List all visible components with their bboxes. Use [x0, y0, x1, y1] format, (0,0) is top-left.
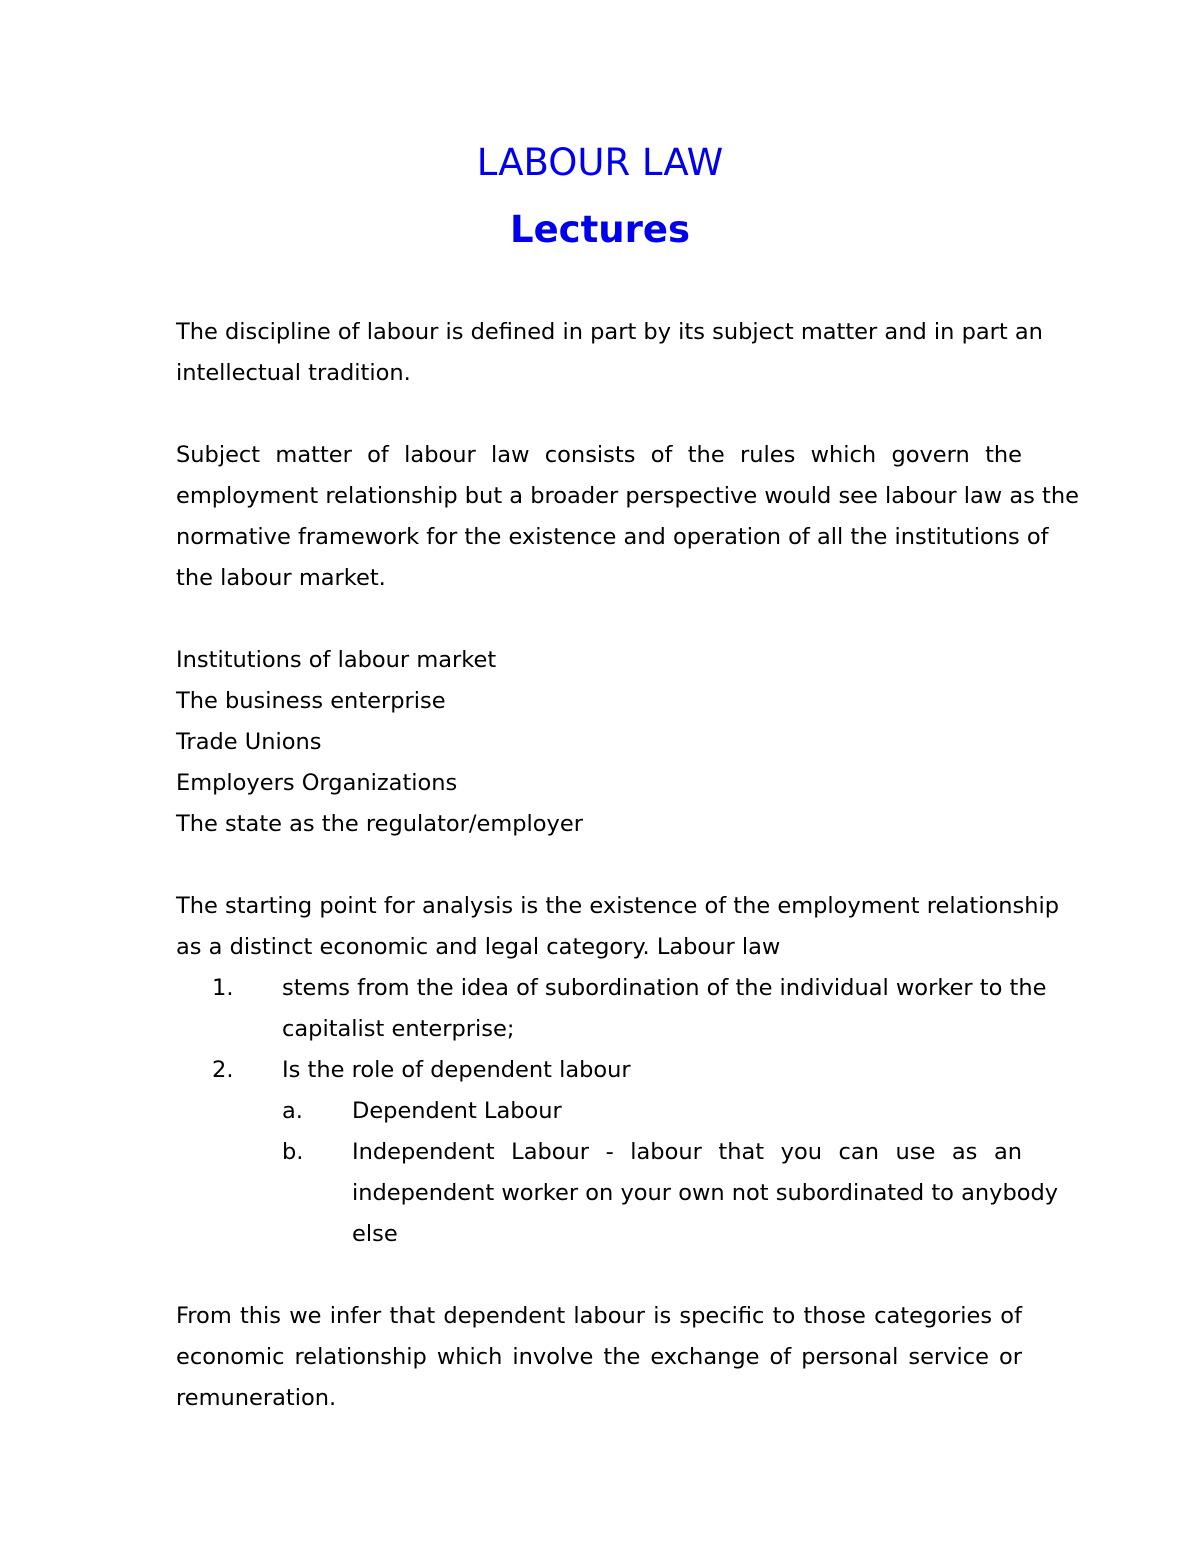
list-item-line: Is the role of dependent labour — [282, 1057, 631, 1083]
paragraph-line: Subject matter of labour law consists of the rules which govern the — [176, 442, 1022, 468]
paragraph-conclusion — [176, 1296, 1022, 1419]
sublist-item-line: else — [352, 1221, 398, 1247]
list-marker: 1. — [212, 975, 234, 1001]
institution-item: Trade Unions — [176, 729, 322, 755]
list-item — [282, 968, 1047, 1050]
institution-item: Employers Organizations — [176, 770, 458, 796]
sublist-item — [352, 1091, 1022, 1132]
paragraph-line: The discipline of labour is defined in part by its subject matter and in part an — [176, 319, 1043, 345]
sublist-item-line: independent worker on your own not subordinated to anybody — [352, 1180, 1059, 1206]
paragraph-line: remuneration. — [176, 1385, 337, 1411]
paragraph-line: From this we infer that dependent labour is specific to those categories of — [176, 1303, 1022, 1329]
paragraph-line: intellectual tradition. — [176, 360, 411, 386]
paragraph-line: the labour market. — [176, 565, 386, 591]
institution-item: The business enterprise — [176, 688, 446, 714]
institutions-heading: Institutions of labour market — [176, 647, 497, 673]
paragraph-discipline — [176, 312, 1043, 394]
list-item — [282, 1050, 1022, 1091]
paragraph-line: normative framework for the existence and operation of all the institutions of — [176, 524, 1049, 550]
paragraph-subject-matter — [176, 435, 1079, 599]
sublist-marker: b. — [282, 1139, 304, 1165]
list-item-line: stems from the idea of subordination of the individual worker to the — [282, 975, 1047, 1001]
paragraph-line: as a distinct economic and legal category. Labour law — [176, 934, 781, 960]
paragraph-line: The starting point for analysis is the existence of the employment relationship — [176, 893, 1059, 919]
list-marker: 2. — [212, 1057, 234, 1083]
paragraph-line: employment relationship but a broader perspective would see labour law as the — [176, 483, 1079, 509]
institutions-list — [176, 640, 1022, 845]
paragraph-line: economic relationship which involve the exchange of personal service or — [176, 1344, 1022, 1370]
institution-item: The state as the regulator/employer — [176, 811, 583, 837]
list-item-line: capitalist enterprise; — [282, 1016, 515, 1042]
sublist-item — [352, 1132, 1059, 1255]
sublist-marker: a. — [282, 1098, 303, 1124]
document-subtitle: Lectures — [510, 208, 690, 251]
paragraph-starting-point — [176, 886, 1059, 968]
sublist-item-line: Independent Labour - labour that you can use as an — [352, 1139, 1022, 1165]
sublist-item-line: Dependent Labour — [352, 1098, 562, 1124]
document-title: LABOUR LAW — [476, 141, 724, 184]
